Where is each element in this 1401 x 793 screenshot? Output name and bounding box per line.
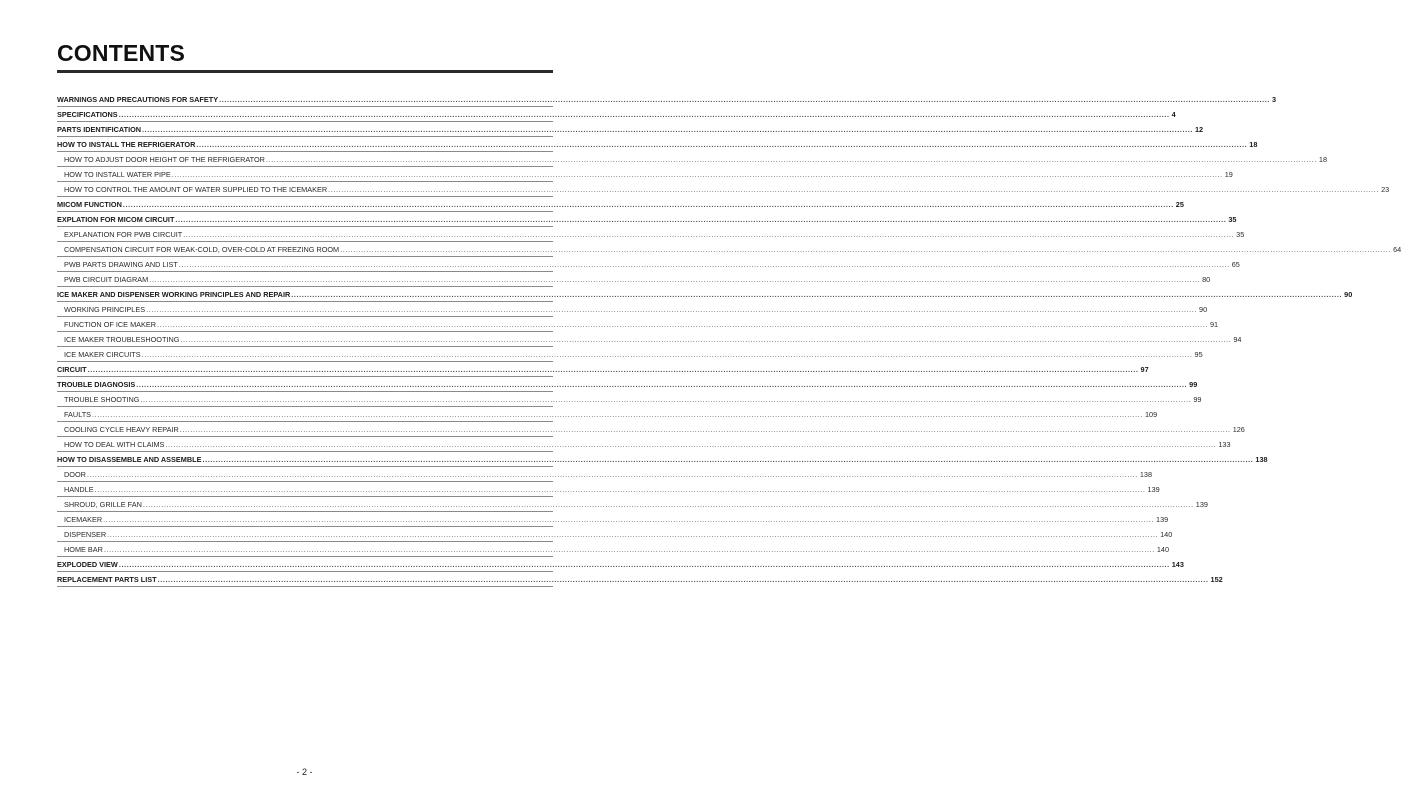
toc-subsection-entry[interactable] bbox=[57, 479, 1160, 494]
toc-entry-label: HOW TO DEAL WITH CLAIMS bbox=[64, 440, 165, 449]
toc-dot-leader: ................................................................................................................................................................................................................................................................................................................................................................................................................ bbox=[141, 350, 1193, 359]
page-title: CONTENTS bbox=[57, 40, 186, 66]
toc-subsection-entry[interactable] bbox=[57, 314, 1219, 329]
toc-subsection-entry[interactable] bbox=[57, 434, 1231, 449]
toc-entry-page-number: 4 bbox=[1171, 110, 1176, 119]
toc-subsection-entry[interactable] bbox=[57, 224, 1245, 239]
toc-entry-page-number: 97 bbox=[1140, 365, 1149, 374]
toc-entry-page-number: 35 bbox=[1236, 230, 1245, 239]
toc-dot-leader: ................................................................................................................................................................................................................................................................................................................................................................................................................ bbox=[157, 575, 1209, 584]
toc-entry-label: FUNCTION OF ICE MAKER bbox=[64, 320, 157, 329]
toc-subsection-entry[interactable] bbox=[57, 299, 1208, 314]
toc-entry-label: CIRCUIT bbox=[57, 365, 87, 374]
toc-dot-leader: ................................................................................................................................................................................................................................................................................................................................................................................................................ bbox=[171, 170, 1223, 179]
toc-entry-label: SHROUD, GRILLE FAN bbox=[64, 500, 142, 509]
toc-entry-page-number: 19 bbox=[1224, 170, 1233, 179]
table-of-contents bbox=[57, 89, 1401, 584]
toc-entry-page-number: 64 bbox=[1393, 245, 1401, 254]
toc-subsection-entry[interactable] bbox=[57, 344, 1203, 359]
toc-subsection-entry[interactable] bbox=[57, 254, 1240, 269]
toc-entry-label: COMPENSATION CIRCUIT FOR WEAK-COLD, OVER-COLD AT FREEZING ROOM bbox=[64, 245, 340, 254]
toc-dot-leader: ................................................................................................................................................................................................................................................................................................................................................................................................................ bbox=[103, 515, 1155, 524]
toc-dot-leader: ................................................................................................................................................................................................................................................................................................................................................................................................................ bbox=[142, 500, 1194, 509]
toc-entry-page-number: 139 bbox=[1147, 485, 1160, 494]
toc-subsection-entry[interactable] bbox=[57, 269, 1211, 284]
toc-entry-page-number: 133 bbox=[1218, 440, 1231, 449]
toc-entry-label: REPLACEMENT PARTS LIST bbox=[57, 575, 157, 584]
toc-entry-page-number: 23 bbox=[1381, 185, 1390, 194]
toc-dot-leader: ................................................................................................................................................................................................................................................................................................................................................................................................................ bbox=[196, 140, 1248, 149]
toc-entry-label: EXPLANATION FOR PWB CIRCUIT bbox=[64, 230, 183, 239]
toc-entry-label: PWB CIRCUIT DIAGRAM bbox=[64, 275, 149, 284]
toc-entry-page-number: 90 bbox=[1344, 290, 1353, 299]
toc-entry-label: DISPENSER bbox=[64, 530, 107, 539]
toc-section-entry[interactable] bbox=[57, 134, 1258, 149]
toc-section-entry[interactable] bbox=[57, 194, 1184, 209]
toc-entry-label: HOW TO DISASSEMBLE AND ASSEMBLE bbox=[57, 455, 202, 464]
toc-subsection-entry[interactable] bbox=[57, 239, 1401, 254]
toc-entry-page-number: 94 bbox=[1233, 335, 1242, 344]
toc-dot-leader: ................................................................................................................................................................................................................................................................................................................................................................................................................ bbox=[122, 200, 1174, 209]
toc-entry-label: HOW TO INSTALL WATER PIPE bbox=[64, 170, 171, 179]
toc-entry-page-number: 138 bbox=[1139, 470, 1153, 479]
toc-dot-leader: ................................................................................................................................................................................................................................................................................................................................................................................................................ bbox=[136, 380, 1188, 389]
toc-dot-leader: ................................................................................................................................................................................................................................................................................................................................................................................................................ bbox=[180, 335, 1232, 344]
toc-dot-leader: ................................................................................................................................................................................................................................................................................................................................................................................................................ bbox=[265, 155, 1317, 164]
toc-dot-leader: ................................................................................................................................................................................................................................................................................................................................................................................................................ bbox=[140, 395, 1192, 404]
toc-dot-leader: ................................................................................................................................................................................................................................................................................................................................................................................................................ bbox=[86, 470, 1138, 479]
title-rule bbox=[57, 70, 553, 73]
toc-subsection-entry[interactable] bbox=[57, 404, 1158, 419]
toc-entry-page-number: 138 bbox=[1255, 455, 1268, 464]
toc-entry-page-number: 35 bbox=[1228, 215, 1237, 224]
toc-dot-leader: ................................................................................................................................................................................................................................................................................................................................................................................................................ bbox=[175, 215, 1227, 224]
toc-entry-page-number: 80 bbox=[1202, 275, 1211, 284]
toc-dot-leader: ................................................................................................................................................................................................................................................................................................................................................................................................................ bbox=[94, 485, 1146, 494]
toc-entry-page-number: 3 bbox=[1272, 95, 1277, 104]
toc-entry-label: COOLING CYCLE HEAVY REPAIR bbox=[64, 425, 179, 434]
toc-entry-label: TROUBLE DIAGNOSIS bbox=[57, 380, 136, 389]
toc-entry-page-number: 91 bbox=[1209, 320, 1219, 329]
toc-entry-label: ICEMAKER bbox=[64, 515, 103, 524]
toc-entry-label: TROUBLE SHOOTING bbox=[64, 395, 140, 404]
toc-section-entry[interactable] bbox=[57, 374, 1198, 389]
toc-entry-label: HOW TO ADJUST DOOR HEIGHT OF THE REFRIGERATOR bbox=[64, 155, 265, 164]
toc-section-entry[interactable] bbox=[57, 359, 1149, 374]
toc-dot-leader: ................................................................................................................................................................................................................................................................................................................................................................................................................ bbox=[157, 320, 1208, 329]
toc-dot-leader: ................................................................................................................................................................................................................................................................................................................................................................................................................ bbox=[118, 110, 1170, 119]
toc-entry-label: DOOR bbox=[64, 470, 86, 479]
toc-entry-label: WARNINGS AND PRECAUTIONS FOR SAFETY bbox=[57, 95, 219, 104]
toc-subsection-entry[interactable] bbox=[57, 509, 1169, 524]
toc-dot-leader: ................................................................................................................................................................................................................................................................................................................................................................................................................ bbox=[118, 560, 1170, 569]
toc-dot-leader: ................................................................................................................................................................................................................................................................................................................................................................................................................ bbox=[103, 545, 1155, 554]
toc-section-entry[interactable] bbox=[57, 284, 1353, 299]
toc-subsection-entry[interactable] bbox=[57, 149, 1328, 164]
toc-entry-page-number: 18 bbox=[1318, 155, 1328, 164]
toc-dot-leader: ................................................................................................................................................................................................................................................................................................................................................................................................................ bbox=[92, 410, 1143, 419]
toc-subsection-entry[interactable] bbox=[57, 179, 1390, 194]
toc-entry-label: ICE MAKER TROUBLESHOOTING bbox=[64, 335, 180, 344]
toc-dot-leader: ................................................................................................................................................................................................................................................................................................................................................................................................................ bbox=[87, 365, 1139, 374]
toc-dot-leader: ................................................................................................................................................................................................................................................................................................................................................................................................................ bbox=[142, 125, 1193, 134]
toc-entry-label: ICE MAKER CIRCUITS bbox=[64, 350, 141, 359]
toc-subsection-entry[interactable] bbox=[57, 539, 1170, 554]
toc-dot-leader: ................................................................................................................................................................................................................................................................................................................................................................................................................ bbox=[219, 95, 1270, 104]
toc-entry-label: HOW TO CONTROL THE AMOUNT OF WATER SUPPLIED TO THE ICEMAKER bbox=[64, 185, 328, 194]
toc-entry-page-number: 99 bbox=[1193, 395, 1202, 404]
toc-entry-label: PWB PARTS DRAWING AND LIST bbox=[64, 260, 178, 269]
toc-entry-page-number: 140 bbox=[1156, 545, 1170, 554]
toc-section-entry[interactable] bbox=[57, 569, 1223, 584]
toc-entry-page-number: 140 bbox=[1160, 530, 1173, 539]
toc-section-entry[interactable] bbox=[57, 119, 1204, 134]
toc-dot-leader: ................................................................................................................................................................................................................................................................................................................................................................................................................ bbox=[165, 440, 1217, 449]
toc-entry-page-number: 12 bbox=[1194, 125, 1204, 134]
toc-dot-leader: ................................................................................................................................................................................................................................................................................................................................................................................................................ bbox=[202, 455, 1254, 464]
toc-entry-label: ICE MAKER AND DISPENSER WORKING PRINCIPLES AND REPAIR bbox=[57, 290, 291, 299]
toc-entry-page-number: 152 bbox=[1210, 575, 1223, 584]
toc-subsection-entry[interactable] bbox=[57, 419, 1245, 434]
toc-entry-label: FAULTS bbox=[64, 410, 92, 419]
toc-entry-label: PARTS IDENTIFICATION bbox=[57, 125, 142, 134]
toc-entry-label: HANDLE bbox=[64, 485, 94, 494]
toc-entry-page-number: 18 bbox=[1249, 140, 1258, 149]
toc-dot-leader: ................................................................................................................................................................................................................................................................................................................................................................................................................ bbox=[107, 530, 1159, 539]
toc-dot-leader: ................................................................................................................................................................................................................................................................................................................................................................................................................ bbox=[328, 185, 1380, 194]
toc-section-entry[interactable] bbox=[57, 554, 1184, 569]
toc-section-entry[interactable] bbox=[57, 449, 1268, 464]
toc-entry-label: MICOM FUNCTION bbox=[57, 200, 122, 209]
toc-entry-page-number: 99 bbox=[1189, 380, 1198, 389]
toc-entry-page-number: 109 bbox=[1144, 410, 1158, 419]
toc-entry-page-number: 143 bbox=[1171, 560, 1184, 569]
toc-section-entry[interactable] bbox=[57, 209, 1237, 224]
toc-entry-label: WORKING PRINCIPLES bbox=[64, 305, 146, 314]
toc-entry-label: EXPLODED VIEW bbox=[57, 560, 118, 569]
toc-dot-leader: ................................................................................................................................................................................................................................................................................................................................................................................................................ bbox=[291, 290, 1343, 299]
page-number: - 2 - bbox=[296, 767, 313, 777]
toc-entry-page-number: 65 bbox=[1231, 260, 1240, 269]
toc-subsection-entry[interactable] bbox=[57, 164, 1233, 179]
toc-subsection-entry[interactable] bbox=[57, 524, 1173, 539]
toc-entry-label: HOME BAR bbox=[64, 545, 103, 554]
toc-entry-page-number: 139 bbox=[1195, 500, 1208, 509]
toc-entry-page-number: 95 bbox=[1194, 350, 1203, 359]
toc-dot-leader: ................................................................................................................................................................................................................................................................................................................................................................................................................ bbox=[149, 275, 1201, 284]
toc-section-entry[interactable] bbox=[57, 104, 1176, 119]
toc-entry-label: HOW TO INSTALL THE REFRIGERATOR bbox=[57, 140, 196, 149]
toc-subsection-entry[interactable] bbox=[57, 389, 1202, 404]
toc-subsection-entry[interactable] bbox=[57, 494, 1208, 509]
toc-entry-label: SPECIFICATIONS bbox=[57, 110, 118, 119]
toc-entry-page-number: 139 bbox=[1156, 515, 1169, 524]
toc-dot-leader: ................................................................................................................................................................................................................................................................................................................................................................................................................ bbox=[183, 230, 1235, 239]
toc-entry-page-number: 90 bbox=[1199, 305, 1208, 314]
toc-dot-leader: ................................................................................................................................................................................................................................................................................................................................................................................................................ bbox=[340, 245, 1392, 254]
toc-dot-leader: ................................................................................................................................................................................................................................................................................................................................................................................................................ bbox=[146, 305, 1198, 314]
toc-subsection-entry[interactable] bbox=[57, 329, 1242, 344]
toc-entry-label: EXPLATION FOR MICOM CIRCUIT bbox=[57, 215, 175, 224]
toc-entry-page-number: 126 bbox=[1232, 425, 1245, 434]
toc-subsection-entry[interactable] bbox=[57, 464, 1153, 479]
toc-entry-page-number: 25 bbox=[1175, 200, 1184, 209]
toc-dot-leader: ................................................................................................................................................................................................................................................................................................................................................................................................................ bbox=[179, 425, 1231, 434]
toc-section-entry[interactable] bbox=[57, 89, 1277, 104]
toc-dot-leader: ................................................................................................................................................................................................................................................................................................................................................................................................................ bbox=[178, 260, 1230, 269]
